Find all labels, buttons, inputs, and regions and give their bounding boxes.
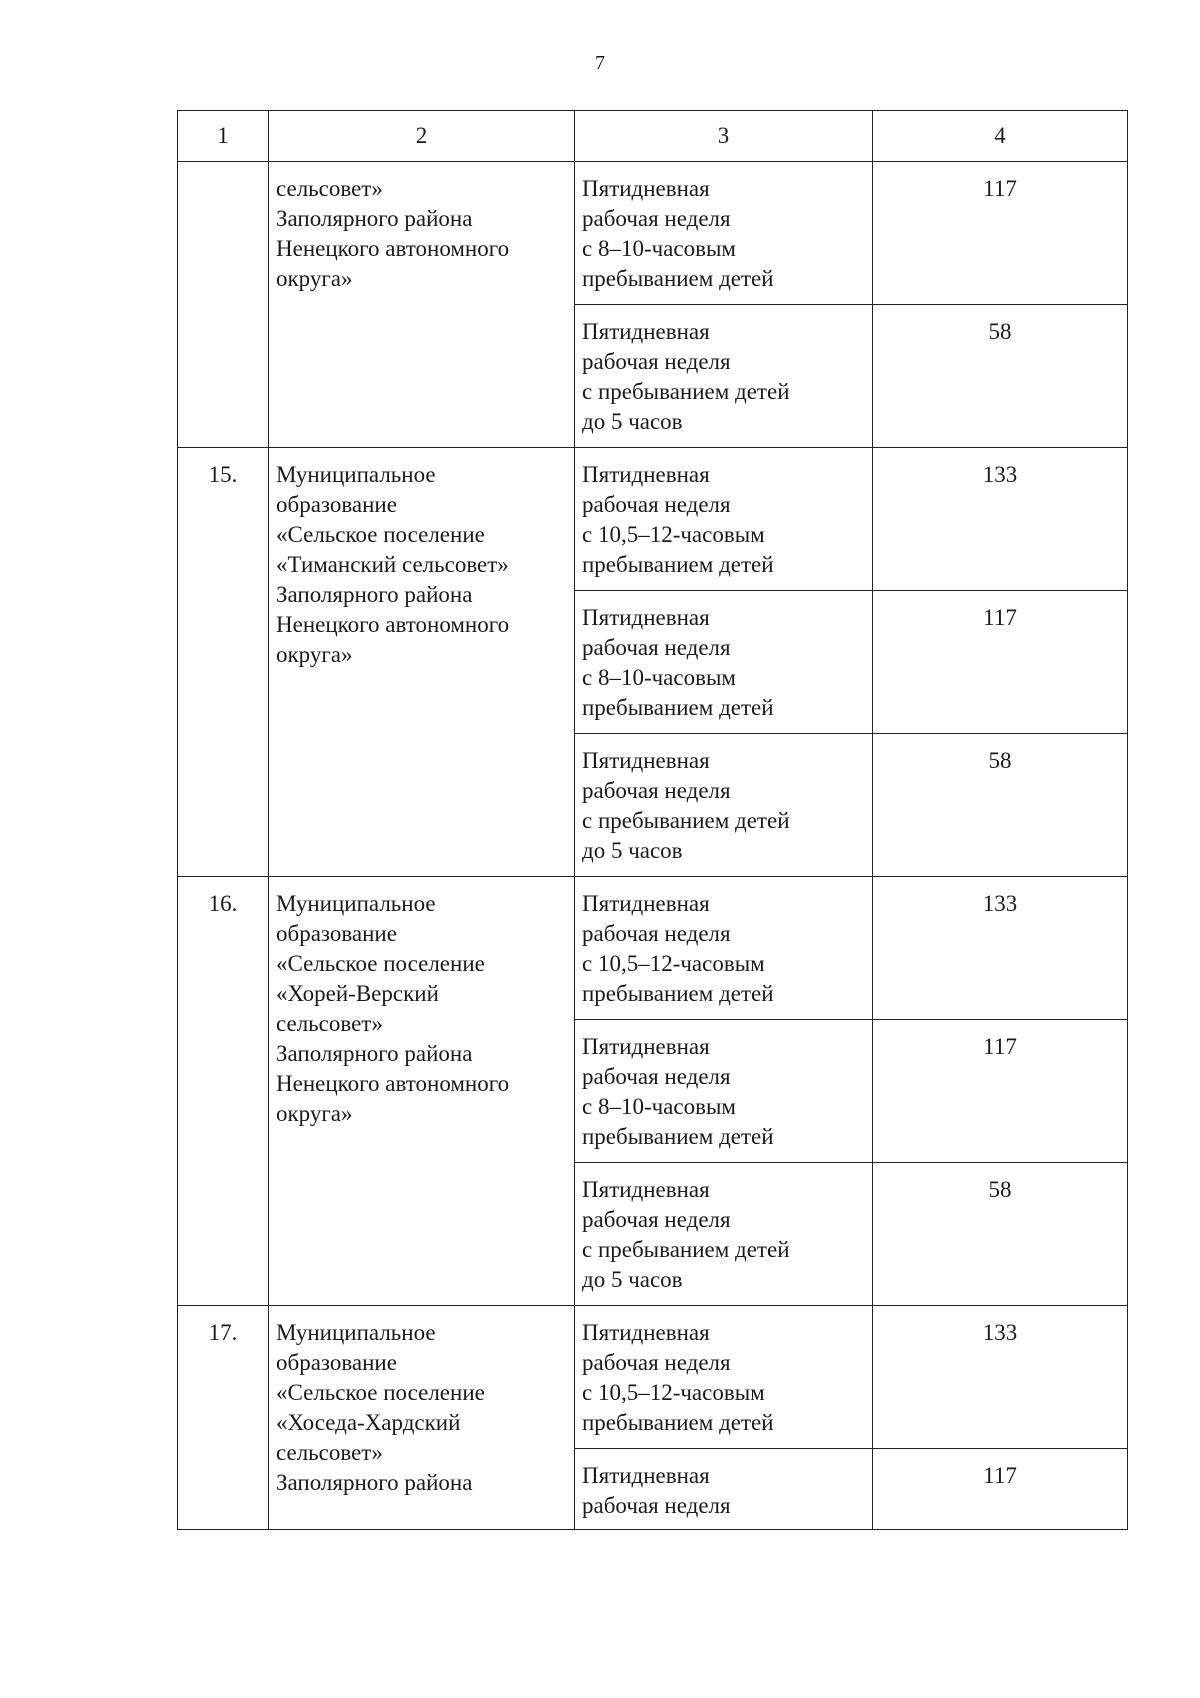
norm-value: 117 — [873, 1020, 1128, 1163]
schedule-mode: Пятидневная рабочая неделя — [575, 1449, 873, 1530]
norm-value: 133 — [873, 1306, 1128, 1449]
page-number: 7 — [595, 52, 605, 74]
table-row — [178, 448, 1128, 591]
schedule-mode: Пятидневная рабочая неделя с 10,5–12-часовым пребыванием детей — [575, 1306, 873, 1449]
norm-value: 117 — [873, 591, 1128, 734]
municipality-name: Муниципальное образование «Сельское поселение «Тиманский сельсовет» Заполярного района Ненецкого автономного округа» — [269, 448, 575, 877]
header-col-3: 3 — [575, 111, 873, 162]
schedule-mode: Пятидневная рабочая неделя с 10,5–12-часовым пребыванием детей — [575, 877, 873, 1020]
header-col-4: 4 — [873, 111, 1128, 162]
table-header-row — [178, 111, 1128, 162]
schedule-mode: Пятидневная рабочая неделя с 10,5–12-часовым пребыванием детей — [575, 448, 873, 591]
table-row — [178, 162, 1128, 305]
norm-value: 117 — [873, 1449, 1128, 1530]
table-row — [178, 877, 1128, 1020]
schedule-mode: Пятидневная рабочая неделя с 8–10-часовым пребыванием детей — [575, 1020, 873, 1163]
row-number: 15. — [178, 448, 269, 877]
row-number: 17. — [178, 1306, 269, 1530]
tariff-table — [177, 110, 1128, 1530]
row-number — [178, 162, 269, 448]
norm-value: 133 — [873, 877, 1128, 1020]
schedule-mode: Пятидневная рабочая неделя с 8–10-часовым пребыванием детей — [575, 591, 873, 734]
norm-value: 58 — [873, 734, 1128, 877]
norm-value: 133 — [873, 448, 1128, 591]
row-number: 16. — [178, 877, 269, 1306]
municipality-name: сельсовет» Заполярного района Ненецкого автономного округа» — [269, 162, 575, 448]
schedule-mode: Пятидневная рабочая неделя с 8–10-часовым пребыванием детей — [575, 162, 873, 305]
norm-value: 58 — [873, 1163, 1128, 1306]
municipality-name: Муниципальное образование «Сельское поселение «Хорей-Верский сельсовет» Заполярного района Ненецкого автономного округа» — [269, 877, 575, 1306]
schedule-mode: Пятидневная рабочая неделя с пребыванием детей до 5 часов — [575, 734, 873, 877]
municipality-name: Муниципальное образование «Сельское поселение «Хоседа-Хардский сельсовет» Заполярного района — [269, 1306, 575, 1530]
header-col-2: 2 — [269, 111, 575, 162]
table-row — [178, 1306, 1128, 1449]
header-col-1: 1 — [178, 111, 269, 162]
schedule-mode: Пятидневная рабочая неделя с пребыванием детей до 5 часов — [575, 1163, 873, 1306]
norm-value: 58 — [873, 305, 1128, 448]
norm-value: 117 — [873, 162, 1128, 305]
schedule-mode: Пятидневная рабочая неделя с пребыванием детей до 5 часов — [575, 305, 873, 448]
